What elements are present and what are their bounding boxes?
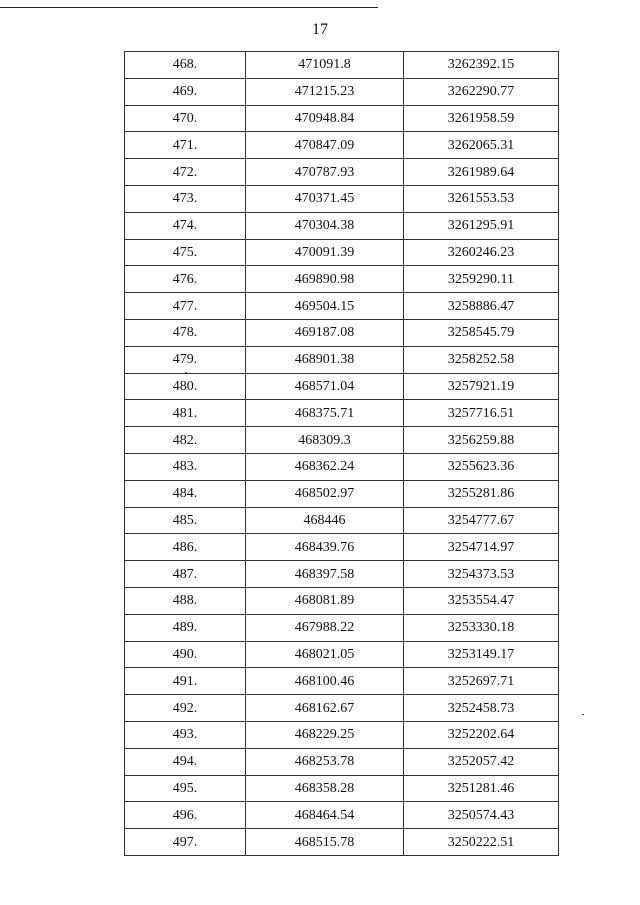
row-number-cell: 468. xyxy=(125,52,246,79)
y-coordinate-cell: 3254373.53 xyxy=(404,561,559,588)
x-coordinate-cell: 468571.04 xyxy=(246,373,404,400)
top-rule xyxy=(0,7,378,8)
table-row xyxy=(125,641,559,668)
y-coordinate-cell: 3261989.64 xyxy=(404,159,559,186)
y-coordinate-cell: 3252202.64 xyxy=(404,721,559,748)
row-number-cell: 483. xyxy=(125,453,246,480)
x-coordinate-cell: 468464.54 xyxy=(246,802,404,829)
table-row xyxy=(125,239,559,266)
y-coordinate-cell: 3256259.88 xyxy=(404,427,559,454)
x-coordinate-cell: 468162.67 xyxy=(246,695,404,722)
y-coordinate-cell: 3255623.36 xyxy=(404,453,559,480)
x-coordinate-cell: 468362.24 xyxy=(246,453,404,480)
table-row xyxy=(125,453,559,480)
page-number: 17 xyxy=(312,21,328,38)
table-row xyxy=(125,829,559,856)
coordinates-table xyxy=(124,51,559,856)
table-row xyxy=(125,480,559,507)
y-coordinate-cell: 3261958.59 xyxy=(404,105,559,132)
scan-speck xyxy=(582,714,584,715)
table-row xyxy=(125,346,559,373)
x-coordinate-cell: 468358.28 xyxy=(246,775,404,802)
row-number-cell: 480. xyxy=(125,373,246,400)
row-number-cell: 486. xyxy=(125,534,246,561)
x-coordinate-cell: 470948.84 xyxy=(246,105,404,132)
table-row xyxy=(125,319,559,346)
table-row xyxy=(125,427,559,454)
coordinates-table-body xyxy=(125,52,559,856)
y-coordinate-cell: 3253149.17 xyxy=(404,641,559,668)
x-coordinate-cell: 470091.39 xyxy=(246,239,404,266)
table-row xyxy=(125,802,559,829)
x-coordinate-cell: 470787.93 xyxy=(246,159,404,186)
row-number-cell: 497. xyxy=(125,829,246,856)
row-number-cell: 489. xyxy=(125,614,246,641)
x-coordinate-cell: 468081.89 xyxy=(246,587,404,614)
y-coordinate-cell: 3261553.53 xyxy=(404,185,559,212)
x-coordinate-cell: 468502.97 xyxy=(246,480,404,507)
table-row xyxy=(125,748,559,775)
row-number-cell: 481. xyxy=(125,400,246,427)
row-number-cell: 490. xyxy=(125,641,246,668)
row-number-cell: 475. xyxy=(125,239,246,266)
table-row xyxy=(125,775,559,802)
x-coordinate-cell: 468375.71 xyxy=(246,400,404,427)
y-coordinate-cell: 3252057.42 xyxy=(404,748,559,775)
row-number-cell: 474. xyxy=(125,212,246,239)
table-row xyxy=(125,266,559,293)
row-number-cell: 496. xyxy=(125,802,246,829)
row-number-cell: 491. xyxy=(125,668,246,695)
y-coordinate-cell: 3253330.18 xyxy=(404,614,559,641)
x-coordinate-cell: 468021.05 xyxy=(246,641,404,668)
y-coordinate-cell: 3250574.43 xyxy=(404,802,559,829)
table-row xyxy=(125,185,559,212)
x-coordinate-cell: 470847.09 xyxy=(246,132,404,159)
x-coordinate-cell: 468229.25 xyxy=(246,721,404,748)
row-number-cell: 484. xyxy=(125,480,246,507)
y-coordinate-cell: 3257921.19 xyxy=(404,373,559,400)
y-coordinate-cell: 3250222.51 xyxy=(404,829,559,856)
y-coordinate-cell: 3259290.11 xyxy=(404,266,559,293)
row-number-cell: 479. xyxy=(125,346,246,373)
y-coordinate-cell: 3262290.77 xyxy=(404,78,559,105)
y-coordinate-cell: 3252458.73 xyxy=(404,695,559,722)
table-row xyxy=(125,721,559,748)
table-row xyxy=(125,52,559,79)
row-number-cell: 477. xyxy=(125,293,246,320)
row-number-cell: 482. xyxy=(125,427,246,454)
table-row xyxy=(125,534,559,561)
x-coordinate-cell: 468901.38 xyxy=(246,346,404,373)
y-coordinate-cell: 3262065.31 xyxy=(404,132,559,159)
table-row xyxy=(125,561,559,588)
y-coordinate-cell: 3258545.79 xyxy=(404,319,559,346)
y-coordinate-cell: 3254714.97 xyxy=(404,534,559,561)
y-coordinate-cell: 3258886.47 xyxy=(404,293,559,320)
row-number-cell: 492. xyxy=(125,695,246,722)
row-number-cell: 487. xyxy=(125,561,246,588)
y-coordinate-cell: 3251281.46 xyxy=(404,775,559,802)
table-row xyxy=(125,293,559,320)
x-coordinate-cell: 467988.22 xyxy=(246,614,404,641)
y-coordinate-cell: 3261295.91 xyxy=(404,212,559,239)
x-coordinate-cell: 468439.76 xyxy=(246,534,404,561)
table-row xyxy=(125,159,559,186)
x-coordinate-cell: 470371.45 xyxy=(246,185,404,212)
table-row xyxy=(125,373,559,400)
row-number-cell: 485. xyxy=(125,507,246,534)
y-coordinate-cell: 3255281.86 xyxy=(404,480,559,507)
table-row xyxy=(125,400,559,427)
table-row xyxy=(125,507,559,534)
scan-speck xyxy=(185,372,187,373)
table-row xyxy=(125,695,559,722)
table-row xyxy=(125,78,559,105)
x-coordinate-cell: 468446 xyxy=(246,507,404,534)
row-number-cell: 472. xyxy=(125,159,246,186)
row-number-cell: 478. xyxy=(125,319,246,346)
x-coordinate-cell: 469890.98 xyxy=(246,266,404,293)
table-row xyxy=(125,212,559,239)
table-row xyxy=(125,105,559,132)
y-coordinate-cell: 3257716.51 xyxy=(404,400,559,427)
x-coordinate-cell: 468397.58 xyxy=(246,561,404,588)
y-coordinate-cell: 3262392.15 xyxy=(404,52,559,79)
y-coordinate-cell: 3253554.47 xyxy=(404,587,559,614)
x-coordinate-cell: 470304.38 xyxy=(246,212,404,239)
row-number-cell: 471. xyxy=(125,132,246,159)
y-coordinate-cell: 3260246.23 xyxy=(404,239,559,266)
row-number-cell: 494. xyxy=(125,748,246,775)
x-coordinate-cell: 469504.15 xyxy=(246,293,404,320)
y-coordinate-cell: 3258252.58 xyxy=(404,346,559,373)
x-coordinate-cell: 468515.78 xyxy=(246,829,404,856)
row-number-cell: 495. xyxy=(125,775,246,802)
table-row xyxy=(125,614,559,641)
table-row xyxy=(125,132,559,159)
row-number-cell: 469. xyxy=(125,78,246,105)
y-coordinate-cell: 3252697.71 xyxy=(404,668,559,695)
x-coordinate-cell: 471215.23 xyxy=(246,78,404,105)
table-row xyxy=(125,668,559,695)
row-number-cell: 476. xyxy=(125,266,246,293)
x-coordinate-cell: 471091.8 xyxy=(246,52,404,79)
table-row xyxy=(125,587,559,614)
row-number-cell: 493. xyxy=(125,721,246,748)
y-coordinate-cell: 3254777.67 xyxy=(404,507,559,534)
x-coordinate-cell: 469187.08 xyxy=(246,319,404,346)
row-number-cell: 470. xyxy=(125,105,246,132)
x-coordinate-cell: 468253.78 xyxy=(246,748,404,775)
row-number-cell: 473. xyxy=(125,185,246,212)
x-coordinate-cell: 468100.46 xyxy=(246,668,404,695)
x-coordinate-cell: 468309.3 xyxy=(246,427,404,454)
row-number-cell: 488. xyxy=(125,587,246,614)
